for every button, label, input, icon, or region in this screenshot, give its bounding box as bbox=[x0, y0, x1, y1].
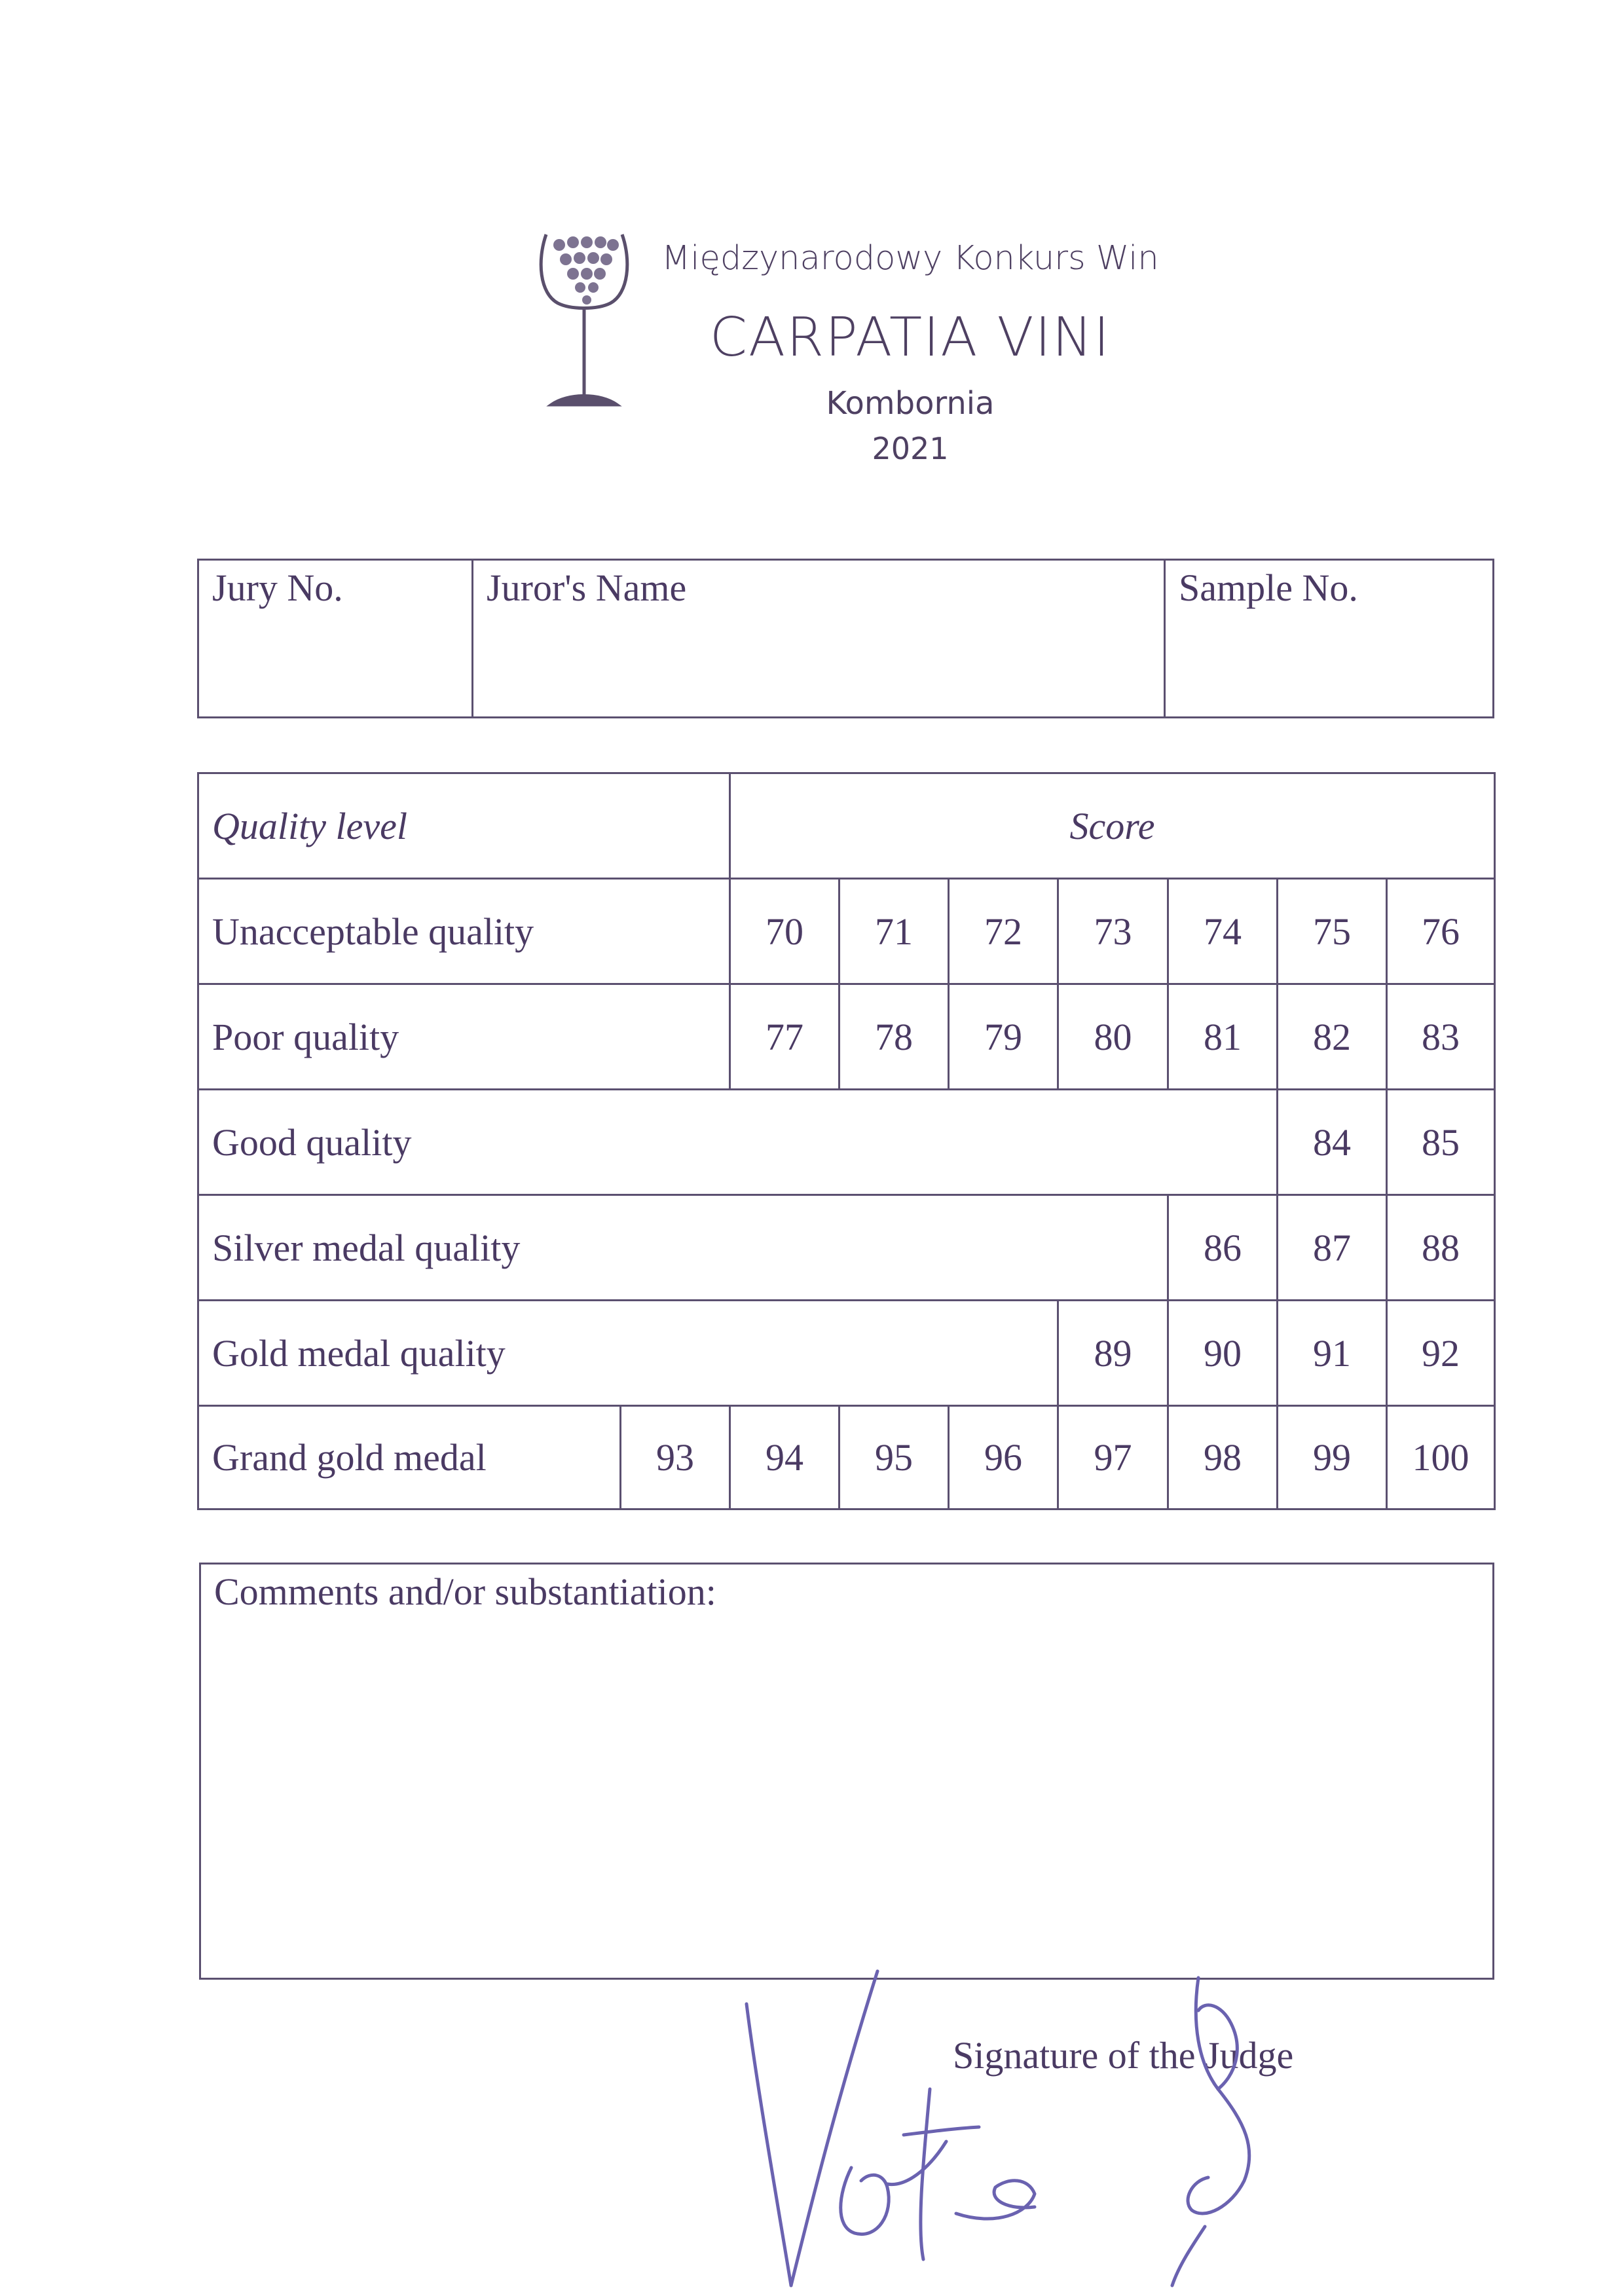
score-cell[interactable]: 92 bbox=[1386, 1299, 1496, 1407]
score-cell[interactable]: 72 bbox=[948, 878, 1059, 985]
score-cell[interactable]: 99 bbox=[1276, 1405, 1388, 1510]
sample-no-label: Sample No. bbox=[1179, 566, 1358, 609]
score-cell[interactable]: 84 bbox=[1276, 1088, 1388, 1196]
score-cell[interactable]: 75 bbox=[1276, 878, 1388, 985]
score-cell[interactable]: 94 bbox=[729, 1405, 840, 1510]
juror-name-field[interactable] bbox=[473, 561, 1166, 716]
signature-label: Signature of the Judge bbox=[953, 2034, 1294, 2077]
score-cell[interactable]: 73 bbox=[1057, 878, 1169, 985]
score-cell[interactable]: 77 bbox=[729, 983, 840, 1090]
quality-label-poor: Poor quality bbox=[197, 983, 731, 1090]
score-cell[interactable]: 88 bbox=[1386, 1194, 1496, 1301]
competition-year: 2021 bbox=[872, 431, 949, 466]
jury-no-field[interactable] bbox=[199, 561, 473, 716]
score-cell[interactable]: 97 bbox=[1057, 1405, 1169, 1510]
score-cell[interactable]: 80 bbox=[1057, 983, 1169, 1090]
score-cell[interactable]: 87 bbox=[1276, 1194, 1388, 1301]
jury-info-table bbox=[197, 559, 1494, 718]
score-cell[interactable]: 93 bbox=[619, 1405, 731, 1510]
score-cell[interactable]: 74 bbox=[1167, 878, 1278, 985]
score-header: Score bbox=[729, 772, 1496, 880]
score-cell[interactable]: 91 bbox=[1276, 1299, 1388, 1407]
score-cell[interactable]: 96 bbox=[948, 1405, 1059, 1510]
quality-label-unacceptable: Unacceptable quality bbox=[197, 878, 731, 985]
score-cell[interactable]: 98 bbox=[1167, 1405, 1278, 1510]
score-cell[interactable]: 70 bbox=[729, 878, 840, 985]
score-cell[interactable]: 85 bbox=[1386, 1088, 1496, 1196]
sample-no-field[interactable] bbox=[1166, 561, 1492, 716]
quality-label-silver: Silver medal quality bbox=[197, 1194, 1169, 1301]
comments-box[interactable] bbox=[199, 1563, 1494, 1980]
score-cell[interactable]: 90 bbox=[1167, 1299, 1278, 1407]
organization-name: Międzynarodowy Konkurs Win bbox=[661, 239, 1159, 278]
handwritten-signature bbox=[720, 1952, 1310, 2292]
score-cell[interactable]: 76 bbox=[1386, 878, 1496, 985]
score-cell[interactable]: 82 bbox=[1276, 983, 1388, 1090]
score-cell[interactable]: 95 bbox=[838, 1405, 950, 1510]
quality-level-header: Quality level bbox=[197, 772, 731, 880]
score-cell[interactable]: 71 bbox=[838, 878, 950, 985]
score-cell[interactable]: 83 bbox=[1386, 983, 1496, 1090]
score-cell[interactable]: 78 bbox=[838, 983, 950, 1090]
score-cell[interactable]: 89 bbox=[1057, 1299, 1169, 1407]
comments-label: Comments and/or substantiation: bbox=[214, 1570, 716, 1613]
quality-label-grand-gold: Grand gold medal bbox=[197, 1405, 621, 1510]
jury-no-label: Jury No. bbox=[212, 566, 343, 609]
juror-name-label: Juror's Name bbox=[487, 566, 687, 609]
score-cell[interactable]: 81 bbox=[1167, 983, 1278, 1090]
competition-location: Kombornia bbox=[826, 385, 995, 422]
score-cell[interactable]: 86 bbox=[1167, 1194, 1278, 1301]
quality-label-good: Good quality bbox=[197, 1088, 1278, 1196]
quality-label-gold: Gold medal quality bbox=[197, 1299, 1059, 1407]
score-table bbox=[197, 772, 1496, 1510]
score-cell[interactable]: 79 bbox=[948, 983, 1059, 1090]
score-cell[interactable]: 100 bbox=[1386, 1405, 1496, 1510]
competition-title: CARPATIA VINI bbox=[709, 306, 1111, 369]
